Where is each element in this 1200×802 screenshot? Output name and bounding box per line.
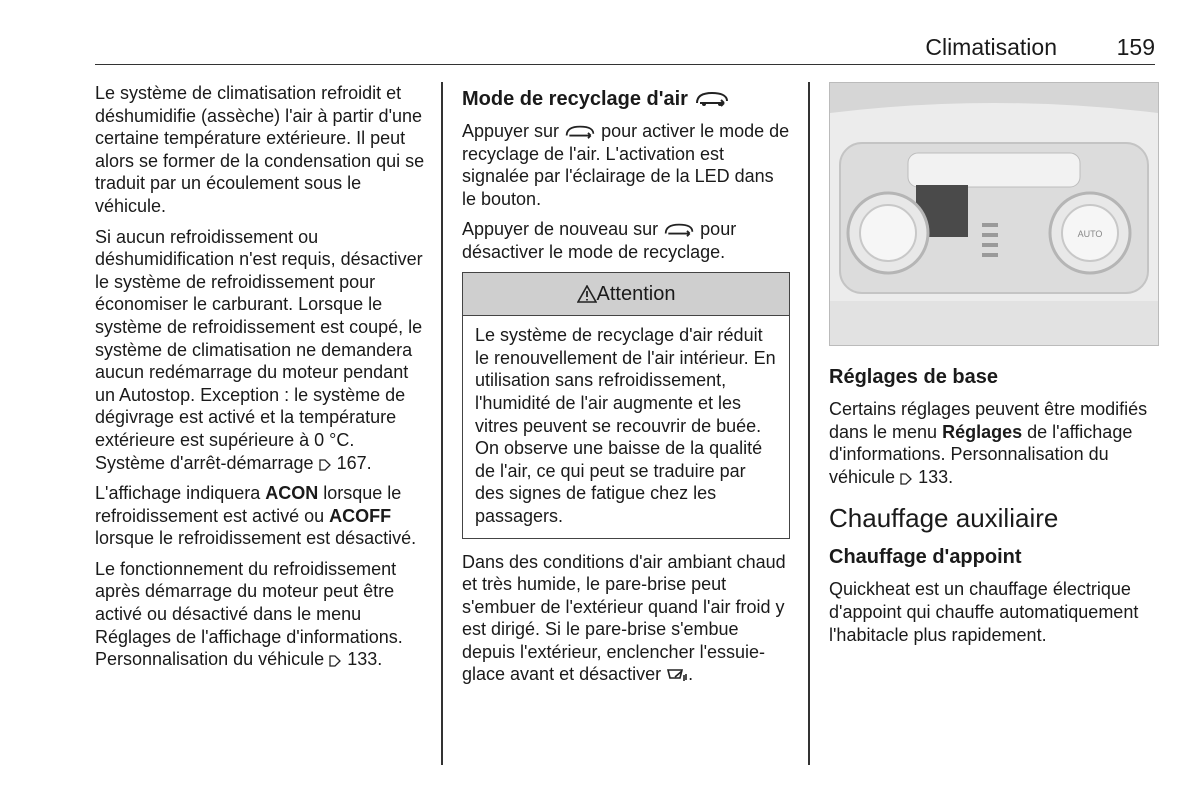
paragraph: Dans des conditions d'air ambiant chaud et très humide, le pare-brise peut s'embuer de l'extérieur quand l'air froid y est dirigé. Si le pare-brise s'embue depuis l'extérieur, enclencher l'essuie-glace avant et désactiver . [462,551,786,685]
section-heading: Réglages de base [829,366,998,388]
paragraph: Quickheat est un chauffage électrique d'appoint qui chauffe automatiquement l'habitacle plus rapidement. [829,579,1139,645]
paragraph: Le système de climatisation refroidit et déshumidifie (assèche) l'air à partir d'une certaine température extérieure. Il peut alors se former de la condensation qui se traduit par un écoulement sous le véhicule. [95,83,425,216]
warning-triangle-icon [577,285,597,303]
page-number: 159 [1116,34,1155,60]
paragraph: Certains réglages peuvent être modifiés dans le menu Réglages de l'affichage d'informations. Personnalisation du véhicule 133. [829,399,1148,487]
page-reference: 167. [336,452,372,473]
column-3 [829,82,1159,654]
paragraph: Si aucun refroidissement ou déshumidification n'est requis, désactiver le système de refroidissement pour économiser le carburant. Lorsque le système de refroidissement est coupé, le système de climatisation ne demandera aucun redémarrage du moteur pendant un Autostop. Exception : le système de dégivrage est activé et la température extérieure est supérieure à 0 °C. Système d'arrêt-démarrage 167. [95,226,423,473]
page-reference: 133. [347,649,383,670]
attention-text: Le système de recyclage d'air réduit le renouvellement de l'air intérieur. En utilisation sans refroidissement, l'humidité de l'air augmente et les vitres peuvent se recouvrir de buée. On observe une baisse de la qualité de l'air, ce qui peut se traduire par des signes de fatigue chez les passagers. [475,325,776,526]
acoff-label: ACOFF [329,505,392,526]
page-reference-arrow-icon [329,654,342,668]
chapter-title: Climatisation [925,34,1057,60]
column-divider [808,82,810,765]
air-recirculation-icon [663,222,695,238]
page-reference: 133. [918,466,954,487]
climate-control-panel-photo [829,82,1159,346]
chapter-heading: Chauffage auxiliaire [829,503,1059,534]
settings-menu-label: Réglages [942,421,1023,442]
section-heading: Mode de recyclage d'air [462,86,790,112]
windshield-wiper-icon [666,667,688,683]
page-header [95,30,1155,65]
auto-label: AUTO [1077,229,1103,239]
air-recirculation-icon [564,124,596,140]
column-divider [441,82,443,765]
column-1 [95,82,427,679]
paragraph: Le fonctionnement du refroidissement après démarrage du moteur peut être activé ou désactivé dans le menu Réglages de l'affichage d'informations. Personnalisation du véhicule 133. [95,558,403,670]
air-recirculation-icon [694,90,730,108]
paragraph: Appuyer sur pour activer le mode de recyclage de l'air. L'activation est signalée par l'éclairage de la LED dans le bouton. [462,121,790,209]
page-reference-arrow-icon [900,472,913,486]
acon-label: ACON [265,483,319,504]
attention-box [462,272,790,539]
column-2 [462,82,790,694]
paragraph: L'affichage indiquera ACON lorsque le refroidissement est activé ou ACOFF lorsque le refroidissement est désactivé. [95,483,417,549]
section-heading: Chauffage d'appoint [829,546,1022,569]
attention-header: Attention [463,273,789,317]
paragraph: Appuyer de nouveau sur pour désactiver le mode de recyclage. [462,219,737,262]
page-reference-arrow-icon [319,458,332,472]
